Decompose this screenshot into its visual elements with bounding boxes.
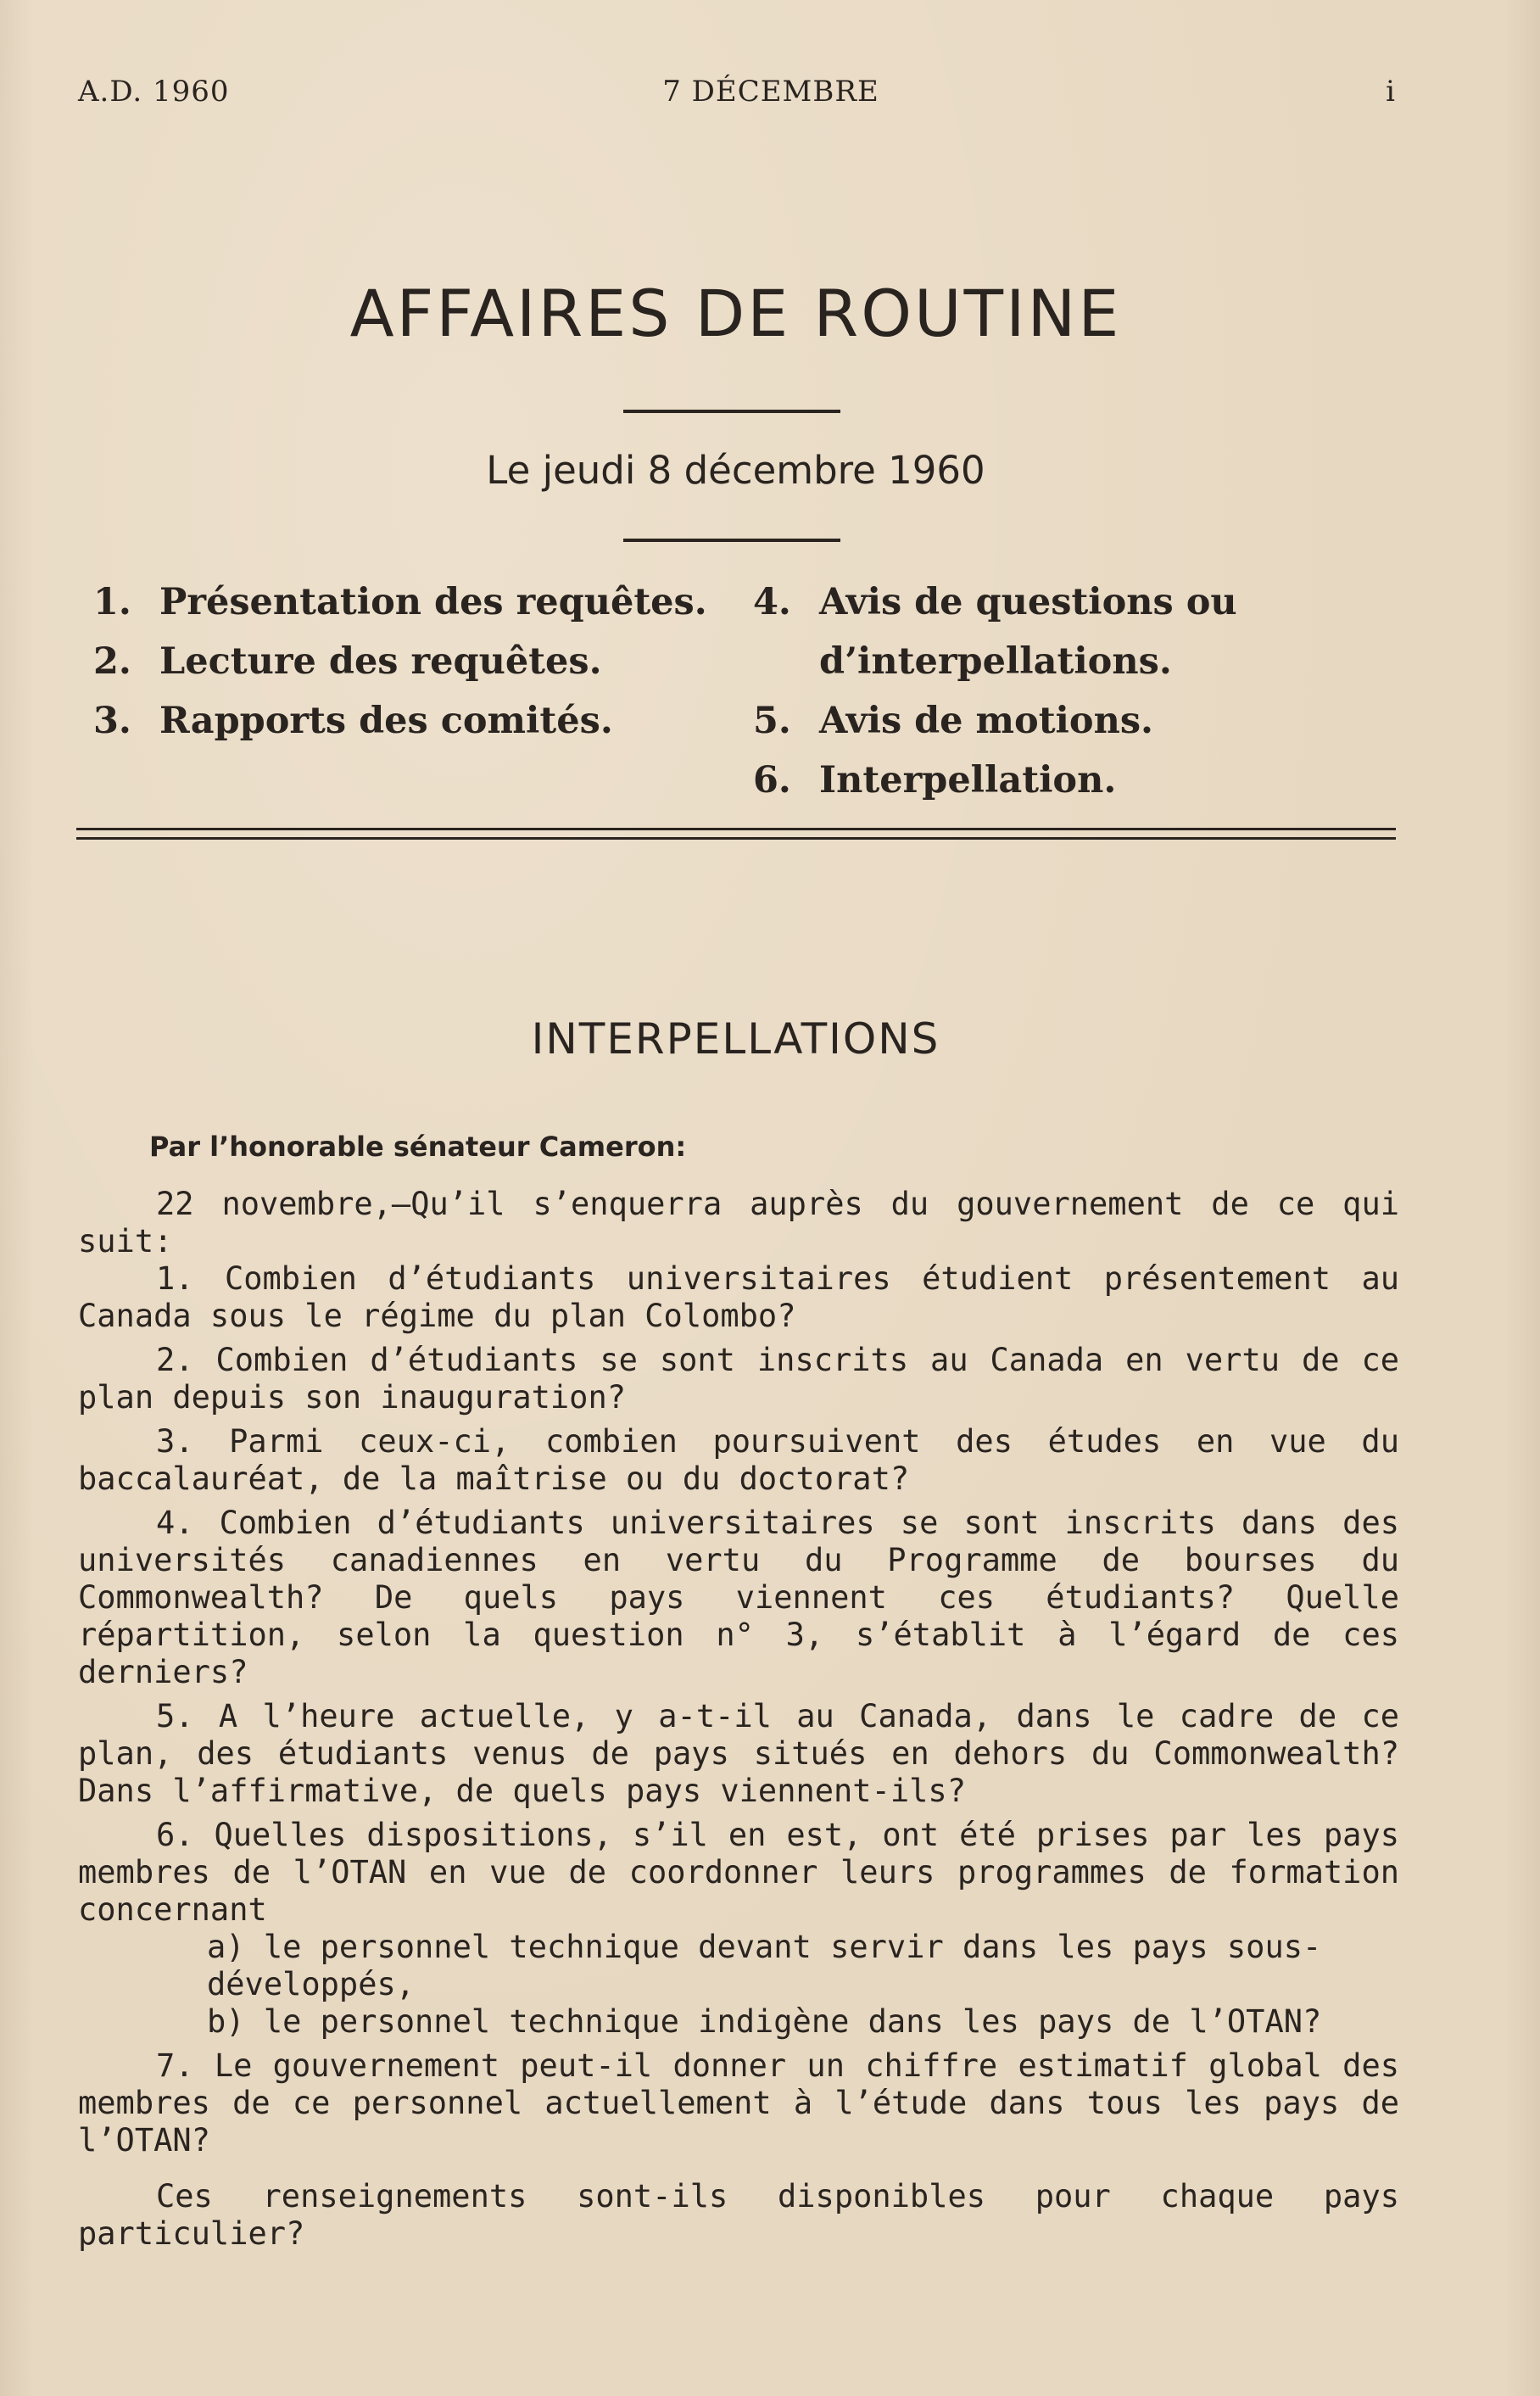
order-number: 1. [93, 581, 131, 623]
order-column-right [753, 572, 1414, 810]
order-item [753, 751, 1414, 810]
order-number: 5. [753, 700, 791, 742]
order-label: Lecture des requêtes. [159, 640, 602, 683]
paragraph: 22 novembre,—Qu’il s’enquerra auprès du gouvernement de ce qui suit: [78, 1186, 1399, 1259]
sub-item: a) le personnel technique devant servir dans les pays sous-développés, [207, 1929, 1322, 2002]
paragraph: 7. Le gouvernement peut-il donner un chiffre estimatif global des membres de ce personnel actuellement à l’étude dans tous les pays de l’OTAN? [78, 2047, 1399, 2159]
paragraph: 2. Combien d’étudiants se sont inscrits au Canada en vertu de ce plan depuis son inauguration? [78, 1342, 1399, 1416]
order-item [93, 572, 738, 632]
order-item [93, 632, 738, 691]
header-date: 7 DÉCEMBRE [662, 75, 879, 109]
paragraph: 6. Quelles dispositions, s’il en est, ont été prises par les pays membres de l’OTAN en vue de coordonner leurs programmes de formation concernant [78, 1817, 1399, 1928]
order-item [753, 691, 1414, 751]
section-divider [76, 828, 1396, 840]
paragraph: 1. Combien d’étudiants universitaires étudient présentement au Canada sous le régime du plan Colombo? [78, 1260, 1399, 1334]
paragraph: 5. A l’heure actuelle, y a-t-il au Canada, dans le cadre de ce plan, des étudiants venus de pays situés en dehors du Commonwealth? Dans l’affirmative, de quels pays viennent-ils? [78, 1698, 1399, 1809]
paragraph: 3. Parmi ceux-ci, combien poursuivent des études en vue du baccalauréat, de la maîtrise ou du doctorat? [78, 1423, 1399, 1497]
order-number: 4. [753, 581, 791, 623]
order-number: 3. [93, 700, 131, 742]
paragraph: 4. Combien d’étudiants universitaires se sont inscrits dans des universités canadiennes en vertu du Programme de bourses du Commonwealth? De quels pays viennent ces étudiants? Quelle répartition, selon la question n° 3, s’établit à l’égard de ces derniers? [78, 1505, 1399, 1690]
sitting-date: Le jeudi 8 décembre 1960 [486, 448, 985, 493]
order-column-left [93, 572, 738, 751]
order-number: 6. [753, 759, 791, 801]
date-rule [623, 539, 840, 542]
title-rule [623, 410, 840, 413]
page-title: AFFAIRES DE ROUTINE [349, 276, 1122, 351]
order-label: Rapports des comités. [159, 700, 613, 742]
order-number: 2. [93, 640, 131, 683]
order-item [753, 572, 1414, 691]
section-heading: INTERPELLATIONS [531, 1014, 940, 1064]
order-label: Avis de questions ou d’interpellations. [819, 581, 1237, 683]
header-year: A.D. 1960 [78, 75, 230, 109]
order-item [93, 691, 738, 751]
running-header [78, 75, 1396, 109]
sub-item: b) le personnel technique indigène dans les pays de l’OTAN? [207, 2003, 1322, 2040]
byline: Par l’honorable sénateur Cameron: [149, 1131, 687, 1163]
order-label: Avis de motions. [819, 700, 1154, 742]
page-number: i [1386, 75, 1396, 109]
order-label: Interpellation. [819, 759, 1117, 801]
closing-question: Ces renseignements sont-ils disponibles pour chaque pays particulier? [78, 2178, 1399, 2252]
order-label: Présentation des requêtes. [159, 581, 707, 623]
interpellation-body [78, 1186, 1399, 2259]
